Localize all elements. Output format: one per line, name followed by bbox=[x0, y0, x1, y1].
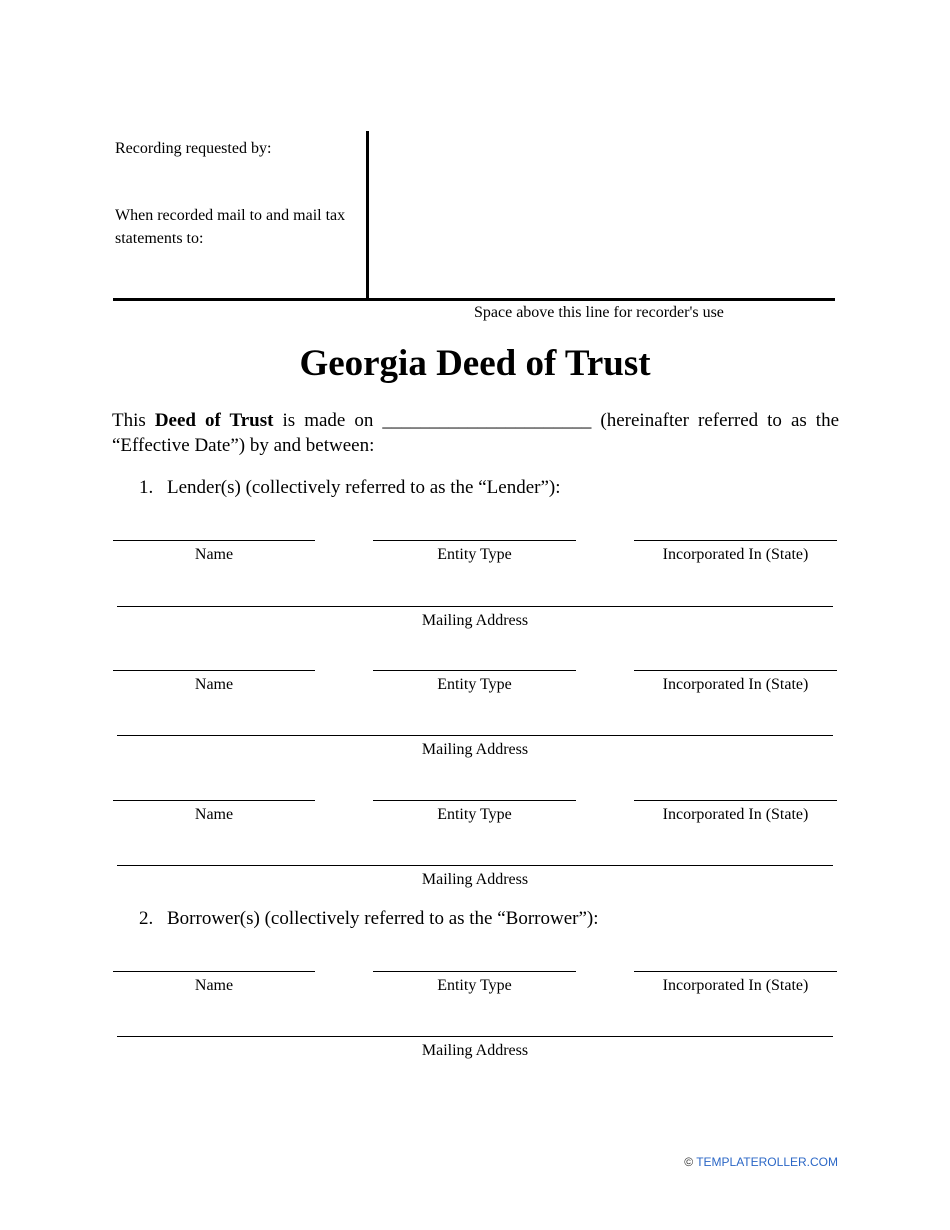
entity-type-blank[interactable] bbox=[373, 971, 576, 972]
footer-credit bbox=[684, 1155, 838, 1169]
section-heading-text: Lender(s) (collectively referred to as the “Lender”): bbox=[167, 477, 561, 498]
section-heading-borrower bbox=[139, 908, 599, 930]
intro-mid: is made on bbox=[273, 410, 383, 431]
name-blank[interactable] bbox=[113, 670, 315, 671]
intro-post: (hereinafter referred to as the “Effective Date”) by and between: bbox=[112, 410, 840, 456]
state-blank[interactable] bbox=[634, 670, 837, 671]
intro-pre: This bbox=[112, 410, 155, 431]
entity-type-label: Entity Type bbox=[437, 977, 512, 994]
name-blank[interactable] bbox=[113, 971, 315, 972]
state-label: Incorporated In (State) bbox=[662, 676, 809, 693]
state-blank[interactable] bbox=[634, 800, 837, 801]
section-heading-text: Borrower(s) (collectively referred to as the “Borrower”): bbox=[167, 908, 599, 929]
intro-paragraph bbox=[112, 408, 839, 458]
mailing-address-label: Mailing Address bbox=[421, 741, 529, 758]
mailing-address-blank[interactable] bbox=[117, 606, 833, 607]
copyright-symbol: © bbox=[684, 1155, 697, 1169]
mailing-address-blank[interactable] bbox=[117, 865, 833, 866]
recorder-space-note: Space above this line for recorder's use bbox=[474, 304, 724, 321]
templateroller-link[interactable]: TEMPLATEROLLER.COM bbox=[696, 1155, 838, 1169]
mailing-address-label: Mailing Address bbox=[421, 612, 529, 629]
section-number: 1. bbox=[139, 477, 154, 498]
state-label: Incorporated In (State) bbox=[662, 806, 809, 823]
section-heading-lender bbox=[139, 477, 561, 499]
effective-date-blank[interactable]: ______________________ bbox=[382, 410, 592, 431]
entity-type-blank[interactable] bbox=[373, 540, 576, 541]
name-blank[interactable] bbox=[113, 540, 315, 541]
entity-type-label: Entity Type bbox=[437, 676, 512, 693]
name-label: Name bbox=[194, 546, 234, 563]
name-label: Name bbox=[194, 806, 234, 823]
state-blank[interactable] bbox=[634, 971, 837, 972]
mailing-address-label: Mailing Address bbox=[421, 1042, 529, 1059]
entity-type-label: Entity Type bbox=[437, 546, 512, 563]
mail-to-label-line1: When recorded mail to and mail tax bbox=[115, 207, 346, 224]
name-blank[interactable] bbox=[113, 800, 315, 801]
mailing-address-blank[interactable] bbox=[117, 1036, 833, 1037]
name-label: Name bbox=[194, 676, 234, 693]
state-label: Incorporated In (State) bbox=[662, 546, 809, 563]
section-number: 2. bbox=[139, 908, 154, 929]
entity-type-label: Entity Type bbox=[437, 806, 512, 823]
mailing-address-label: Mailing Address bbox=[421, 871, 529, 888]
entity-type-blank[interactable] bbox=[373, 670, 576, 671]
entity-type-blank[interactable] bbox=[373, 800, 576, 801]
recording-requested-label: Recording requested by: bbox=[115, 140, 272, 157]
mail-to-label-line2: statements to: bbox=[115, 230, 204, 247]
document-title: Georgia Deed of Trust bbox=[299, 343, 651, 384]
state-blank[interactable] bbox=[634, 540, 837, 541]
state-label: Incorporated In (State) bbox=[662, 977, 809, 994]
name-label: Name bbox=[194, 977, 234, 994]
mailing-address-blank[interactable] bbox=[117, 735, 833, 736]
recorder-divider-vertical bbox=[366, 131, 369, 301]
recorder-divider-horizontal bbox=[113, 298, 835, 301]
intro-bold-term: Deed of Trust bbox=[154, 410, 274, 431]
